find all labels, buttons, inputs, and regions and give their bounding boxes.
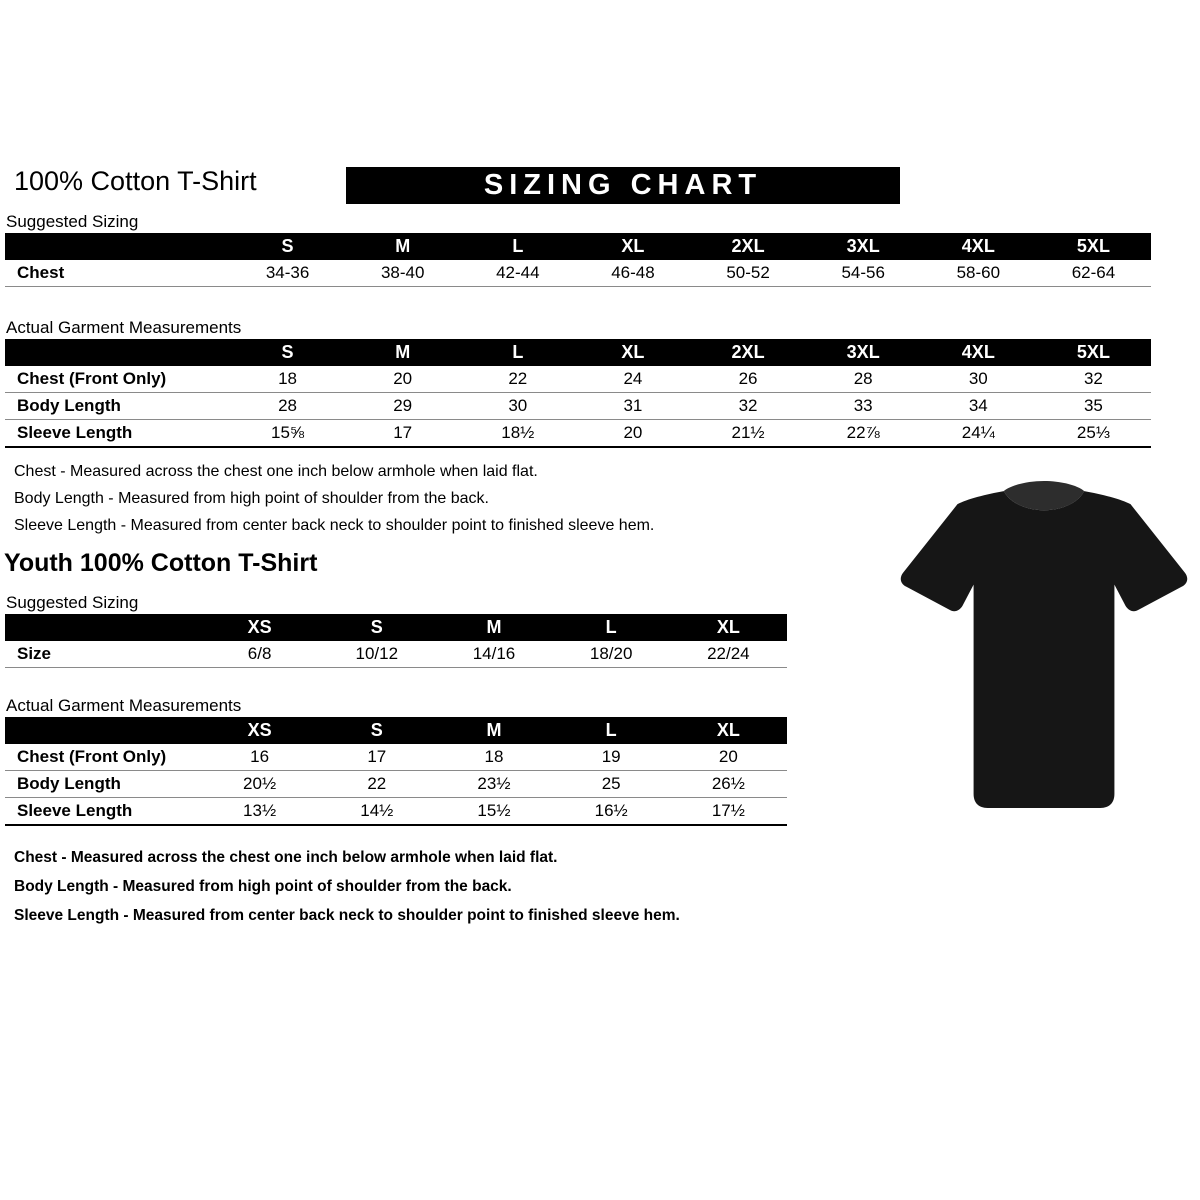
page-title: 100% Cotton T-Shirt <box>14 166 257 196</box>
table-cell: 54-56 <box>841 263 885 282</box>
table-cell: 34-36 <box>265 263 310 282</box>
row-label: Chest (Front Only) <box>17 369 167 388</box>
column-header: L <box>553 614 670 641</box>
column-header: XL <box>575 233 690 260</box>
table-cell: 34 <box>968 396 988 415</box>
table-row <box>5 393 1151 420</box>
column-header: L <box>460 339 575 366</box>
column-header: 4XL <box>921 339 1036 366</box>
column-header: L <box>553 717 670 744</box>
row-label: Chest <box>17 263 65 282</box>
table-cell: 15⅝ <box>271 423 305 442</box>
tshirt-image <box>893 476 1195 816</box>
column-header: S <box>230 233 345 260</box>
column-header: XS <box>201 717 318 744</box>
table-cell: 20 <box>718 747 738 766</box>
row-label: Size <box>17 644 52 663</box>
column-header: 5XL <box>1036 233 1151 260</box>
table-cell: 31 <box>623 396 643 415</box>
adult-actual-measurements-table <box>5 339 1151 448</box>
table-cell: 16 <box>250 747 270 766</box>
note-sleeve-length: Sleeve Length - Measured from center back neck to shoulder point to finished sleeve hem. <box>14 517 655 534</box>
table-cell: 20½ <box>243 774 277 793</box>
table-cell: 16½ <box>594 801 628 820</box>
column-header: 4XL <box>921 233 1036 260</box>
table-cell: 20 <box>623 423 643 442</box>
tshirt-body <box>901 491 1187 808</box>
note-body-length: Body Length - Measured from high point of shoulder from the back. <box>14 490 489 507</box>
table-cell: 17 <box>367 747 387 766</box>
table-cell: 30 <box>508 396 528 415</box>
adult-actual-measurements-label: Actual Garment Measurements <box>6 318 242 337</box>
column-header: M <box>345 233 460 260</box>
table-cell: 19 <box>601 747 621 766</box>
table-cell: 29 <box>393 396 413 415</box>
row-label: Sleeve Length <box>17 423 133 442</box>
row-label: Body Length <box>17 774 121 793</box>
column-header: S <box>318 717 435 744</box>
note-chest: Chest - Measured across the chest one inch below armhole when laid flat. <box>14 463 538 480</box>
table-cell: 50-52 <box>726 263 770 282</box>
table-row <box>5 744 787 771</box>
table-cell: 30 <box>968 369 988 388</box>
table-cell: 24¼ <box>961 423 995 442</box>
column-header <box>5 717 201 744</box>
header-row <box>5 233 1151 260</box>
table-cell: 28 <box>853 369 873 388</box>
table-cell: 28 <box>278 396 298 415</box>
adult-suggested-sizing-table <box>5 233 1151 287</box>
table-cell: 26½ <box>711 774 745 793</box>
adult-measurement-notes <box>14 458 654 539</box>
table-cell: 38-40 <box>380 263 425 282</box>
table-cell: 32 <box>1083 369 1103 388</box>
note-sleeve-length: Sleeve Length - Measured from center back neck to shoulder point to finished sleeve hem. <box>14 907 680 924</box>
table-cell: 6/8 <box>247 644 272 663</box>
column-header: XL <box>670 614 787 641</box>
column-header: L <box>460 233 575 260</box>
column-header: 3XL <box>806 233 921 260</box>
table-cell: 46-48 <box>611 263 655 282</box>
youth-actual-measurements-table <box>5 717 787 826</box>
table-cell: 14½ <box>360 801 394 820</box>
table-cell: 17 <box>393 423 413 442</box>
table-cell: 15½ <box>477 801 511 820</box>
table-cell: 22 <box>367 774 387 793</box>
table-cell: 25⅓ <box>1076 423 1110 442</box>
table-cell: 23½ <box>477 774 511 793</box>
column-header <box>5 233 230 260</box>
row-label: Chest (Front Only) <box>17 747 167 766</box>
column-header: M <box>435 614 552 641</box>
table-cell: 33 <box>853 396 873 415</box>
column-header: 3XL <box>806 339 921 366</box>
table-cell: 21½ <box>731 423 765 442</box>
header-row <box>5 339 1151 366</box>
table-cell: 62-64 <box>1071 263 1116 282</box>
adult-suggested-sizing-label: Suggested Sizing <box>6 212 139 231</box>
table-row <box>5 771 787 798</box>
column-header: 2XL <box>691 233 806 260</box>
column-header: 2XL <box>691 339 806 366</box>
youth-actual-measurements-label: Actual Garment Measurements <box>6 696 242 715</box>
note-body-length: Body Length - Measured from high point of shoulder from the back. <box>14 878 512 895</box>
table-row <box>5 260 1151 287</box>
tshirt-svg <box>893 476 1195 816</box>
row-label: Sleeve Length <box>17 801 133 820</box>
table-cell: 25 <box>601 774 621 793</box>
table-cell: 26 <box>738 369 758 388</box>
header-row <box>5 614 787 641</box>
table-cell: 22/24 <box>707 644 750 663</box>
column-header: XL <box>670 717 787 744</box>
table-cell: 18 <box>484 747 504 766</box>
table-cell: 58-60 <box>956 263 1001 282</box>
table-cell: 13½ <box>243 801 277 820</box>
column-header: XS <box>201 614 318 641</box>
note-chest: Chest - Measured across the chest one inch below armhole when laid flat. <box>14 849 558 866</box>
table-cell: 22 <box>508 369 528 388</box>
row-label: Body Length <box>17 396 121 415</box>
table-cell: 18/20 <box>589 644 633 663</box>
youth-suggested-sizing-table <box>5 614 787 668</box>
youth-suggested-sizing-label: Suggested Sizing <box>6 593 139 612</box>
column-header: S <box>230 339 345 366</box>
table-row <box>5 641 787 668</box>
youth-title: Youth 100% Cotton T-Shirt <box>4 549 318 577</box>
table-cell: 35 <box>1083 396 1103 415</box>
table-cell: 20 <box>393 369 413 388</box>
column-header <box>5 339 230 366</box>
column-header: M <box>435 717 552 744</box>
table-cell: 10/12 <box>355 644 399 663</box>
table-cell: 18 <box>278 369 298 388</box>
table-row <box>5 420 1151 448</box>
table-row <box>5 366 1151 393</box>
table-cell: 17½ <box>711 801 745 820</box>
header-row <box>5 717 787 744</box>
sizing-chart-banner: SIZING CHART <box>346 167 900 204</box>
table-cell: 14/16 <box>472 644 516 663</box>
table-cell: 24 <box>623 369 643 388</box>
table-row <box>5 798 787 826</box>
column-header: XL <box>575 339 690 366</box>
table-cell: 18½ <box>501 423 535 442</box>
column-header <box>5 614 201 641</box>
table-cell: 22⅞ <box>846 423 880 442</box>
column-header: M <box>345 339 460 366</box>
column-header: S <box>318 614 435 641</box>
column-header: 5XL <box>1036 339 1151 366</box>
table-cell: 32 <box>738 396 758 415</box>
table-cell: 42-44 <box>496 263 540 282</box>
youth-measurement-notes <box>14 843 680 930</box>
